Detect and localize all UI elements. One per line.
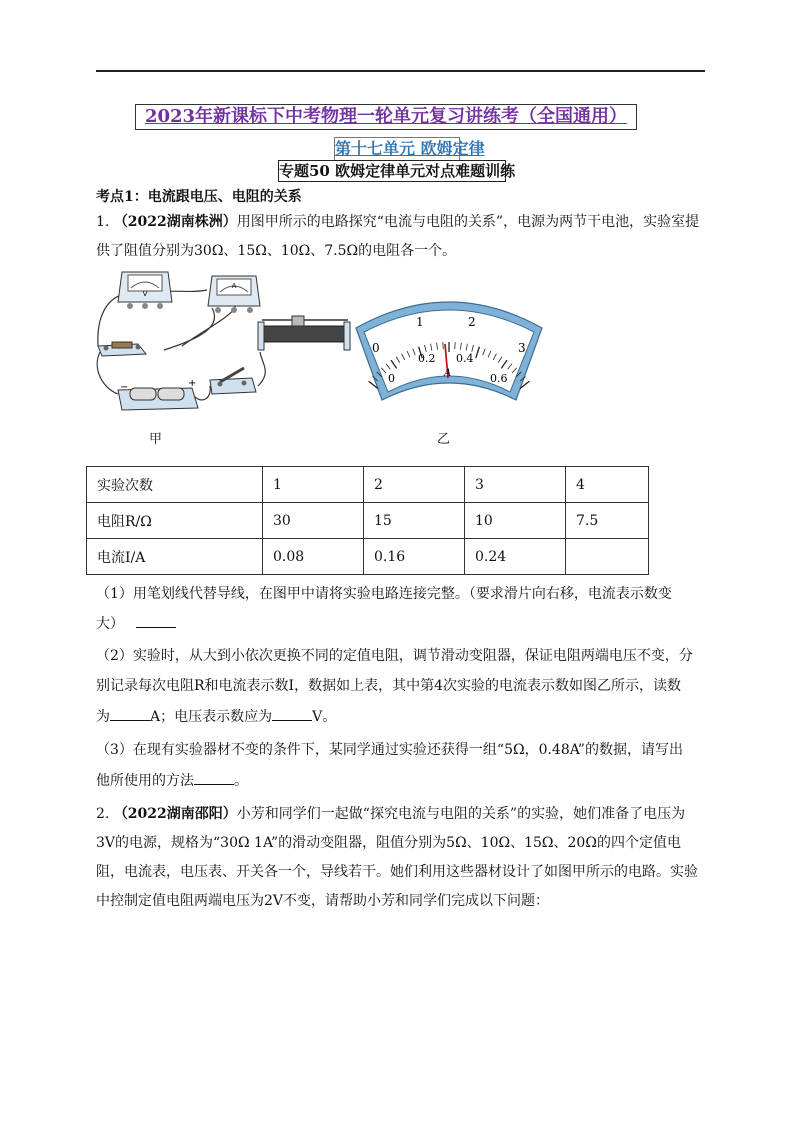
sub-question-3-text-b: 。 xyxy=(234,773,248,789)
table-cell: 电阻R/Ω xyxy=(87,503,263,539)
question-1-intro xyxy=(96,212,708,232)
table-cell: 0.08 xyxy=(263,539,364,575)
battery-minus-label: − xyxy=(120,382,129,393)
fixed-resistor xyxy=(98,342,146,356)
sub-question-2-line3 xyxy=(96,706,708,727)
inner-scale-2: 0.4 xyxy=(456,352,474,365)
question-2-number: 2. xyxy=(96,806,114,822)
question-2-line3: 阻，电流表，电压表、开关各一个，导线若干。她们利用这些器材设计了如图甲所示的电路。实验 xyxy=(96,864,698,880)
sub-question-2-line1: （2）实验时，从大到小依次更换不同的定值电阻，调节滑动变阻器，保证电阻两端电压不变，分 xyxy=(96,648,693,664)
slide-rheostat xyxy=(258,316,350,350)
table-cell: 10 xyxy=(465,503,566,539)
table-cell: 2 xyxy=(364,467,465,503)
switch xyxy=(210,368,256,394)
question-1-line2: 供了阻值分别为30Ω、15Ω、10Ω、7.5Ω的电阻各一个。 xyxy=(96,243,457,259)
data-table xyxy=(86,466,649,575)
figure-yi-label: 乙 xyxy=(437,432,451,447)
table-cell: 3 xyxy=(465,467,566,503)
sub-question-1-text: 大） xyxy=(96,616,124,632)
header-rule xyxy=(96,70,705,72)
sub-question-2-text-b: A；电压表示数应为 xyxy=(150,709,273,725)
ammeter-dial-figure-yi xyxy=(352,294,546,406)
ammeter xyxy=(208,276,260,313)
section-heading: 考点1：电流跟电压、电阻的关系 xyxy=(96,189,302,205)
table-cell: 7.5 xyxy=(566,503,649,539)
table-cell: 0.24 xyxy=(465,539,566,575)
table-cell: 0.16 xyxy=(364,539,465,575)
table-row xyxy=(87,539,649,575)
table-row xyxy=(87,467,649,503)
table-cell: 15 xyxy=(364,503,465,539)
outer-scale-2: 2 xyxy=(468,315,476,329)
battery-plus-label: + xyxy=(188,378,197,389)
question-2-source: （2022湖南邵阳） xyxy=(113,806,237,822)
topic-title: 专题50 欧姆定律单元对点难题训练 xyxy=(279,162,516,180)
outer-scale-1: 1 xyxy=(416,315,424,329)
outer-scale-0: 0 xyxy=(372,341,380,355)
ammeter-letter: A xyxy=(231,282,237,290)
sub-question-1-line1: （1）用笔划线代替导线，在图甲中请将实验电路连接完整。（要求滑片向右移，电流表示数变 xyxy=(96,586,672,602)
table-cell: 实验次数 xyxy=(87,467,263,503)
inner-scale-3: 0.6 xyxy=(490,372,508,385)
voltmeter xyxy=(118,272,172,309)
table-cell: 30 xyxy=(263,503,364,539)
question-1-line1: 用图甲所示的电路探究“电流与电阻的关系”，电源为两节干电池，实验室提 xyxy=(236,214,700,230)
question-1-number: 1. xyxy=(96,214,114,230)
sub-question-3-line2 xyxy=(96,770,708,791)
sub-question-2-text-a: 为 xyxy=(96,709,110,725)
sub-question-2-text-c: V。 xyxy=(312,709,337,725)
dial-unit: A xyxy=(444,368,452,379)
table-cell: 4 xyxy=(566,467,649,503)
sub-question-3-text-a: 他所使用的方法 xyxy=(96,773,194,789)
unit-title: 第十七单元 欧姆定律 xyxy=(334,137,460,161)
question-2-line2: 3V的电源，规格为“30Ω 1A”的滑动变阻器，阻值分别为5Ω、10Ω、15Ω、20Ω的四个定值电 xyxy=(96,835,681,851)
table-cell: 1 xyxy=(263,467,364,503)
figure-jia-label: 甲 xyxy=(149,432,163,447)
battery-box xyxy=(118,378,198,410)
table-cell: 电流I/A xyxy=(87,539,263,575)
sub-question-1-line2 xyxy=(96,613,708,634)
inner-scale-1: 0.2 xyxy=(418,352,436,365)
sub-question-3-line1: （3）在现有实验器材不变的条件下，某同学通过实验还获得一组“5Ω，0.48A”的数据，请写出 xyxy=(96,742,683,758)
table-row xyxy=(87,503,649,539)
circuit-figure-jia xyxy=(92,268,354,418)
answer-blank-method[interactable] xyxy=(194,770,234,785)
sub-question-2-line2: 别记录每次电阻R和电流表示数I，数据如上表，其中第4次实验的电流表示数如图乙所示，读数 xyxy=(96,678,681,694)
answer-blank-1[interactable] xyxy=(136,613,176,628)
document-title: 2023年新课标下中考物理一轮单元复习讲练考（全国通用） xyxy=(135,104,637,130)
question-2-line1 xyxy=(96,804,708,824)
voltmeter-letter: V xyxy=(142,290,148,298)
question-1-source: （2022湖南株洲） xyxy=(113,214,237,230)
question-2-text: 小芳和同学们一起做“探究电流与电阻的关系”的实验，她们准备了电压为 xyxy=(236,806,686,822)
table-cell xyxy=(566,539,649,575)
answer-blank-current[interactable] xyxy=(110,706,150,721)
inner-scale-0: 0 xyxy=(388,372,395,385)
outer-scale-3: 3 xyxy=(518,341,526,355)
answer-blank-voltage[interactable] xyxy=(272,706,312,721)
question-2-line4: 中控制定值电阻两端电压为2V不变，请帮助小芳和同学们完成以下问题： xyxy=(96,893,550,909)
